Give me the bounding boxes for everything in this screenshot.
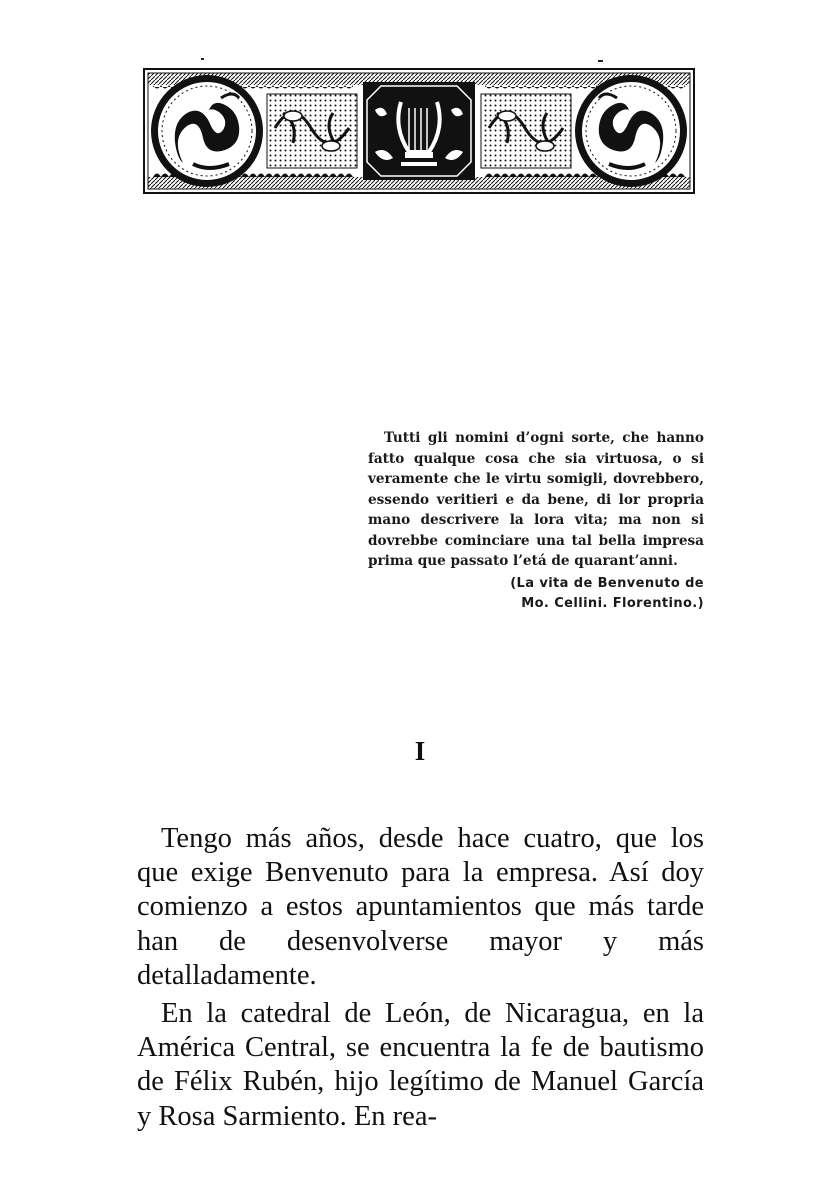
swan-icon [151, 75, 263, 187]
swan-icon [575, 75, 687, 187]
ornament-svg [143, 68, 695, 194]
print-speck [598, 60, 603, 62]
epigraph [368, 428, 704, 614]
chapter-number: I [414, 736, 426, 766]
citation-line: Mo. Cellini. Florentino.) [521, 595, 704, 611]
paragraph: Tengo más años, desde hace cuatro, que los que exige Benvenuto para la empresa. Así doy comienzo a estos apuntamientos que más tarde han de desenvolverse mayor y más detalladamente. [137, 823, 704, 991]
paragraph: En la catedral de León, de Nicaragua, en la América Central, se encuentra la fe de bautismo de Félix Rubén, hijo legítimo de Manuel García y Rosa Sarmiento. En rea- [137, 998, 704, 1132]
ornamental-header [143, 68, 695, 194]
epigraph-quote: Tutti gli nomini d’ogni sorte, che hanno fatto qualque cosa che sia virtuosa, o si veramente che le virtu somigli, dovrebbero, essendo veritieri e da bene, di lor propria mano descrivere la lora vita; ma non si dovrebbe cominciare una tal bella impresa prima que passato l’etá de quarant’anni. [368, 430, 704, 569]
body-text [137, 822, 704, 1134]
epigraph-citation [368, 574, 704, 614]
citation-line: (La vita de Benvenuto de [510, 575, 704, 591]
lyre-icon [363, 82, 475, 180]
print-speck [201, 58, 204, 60]
